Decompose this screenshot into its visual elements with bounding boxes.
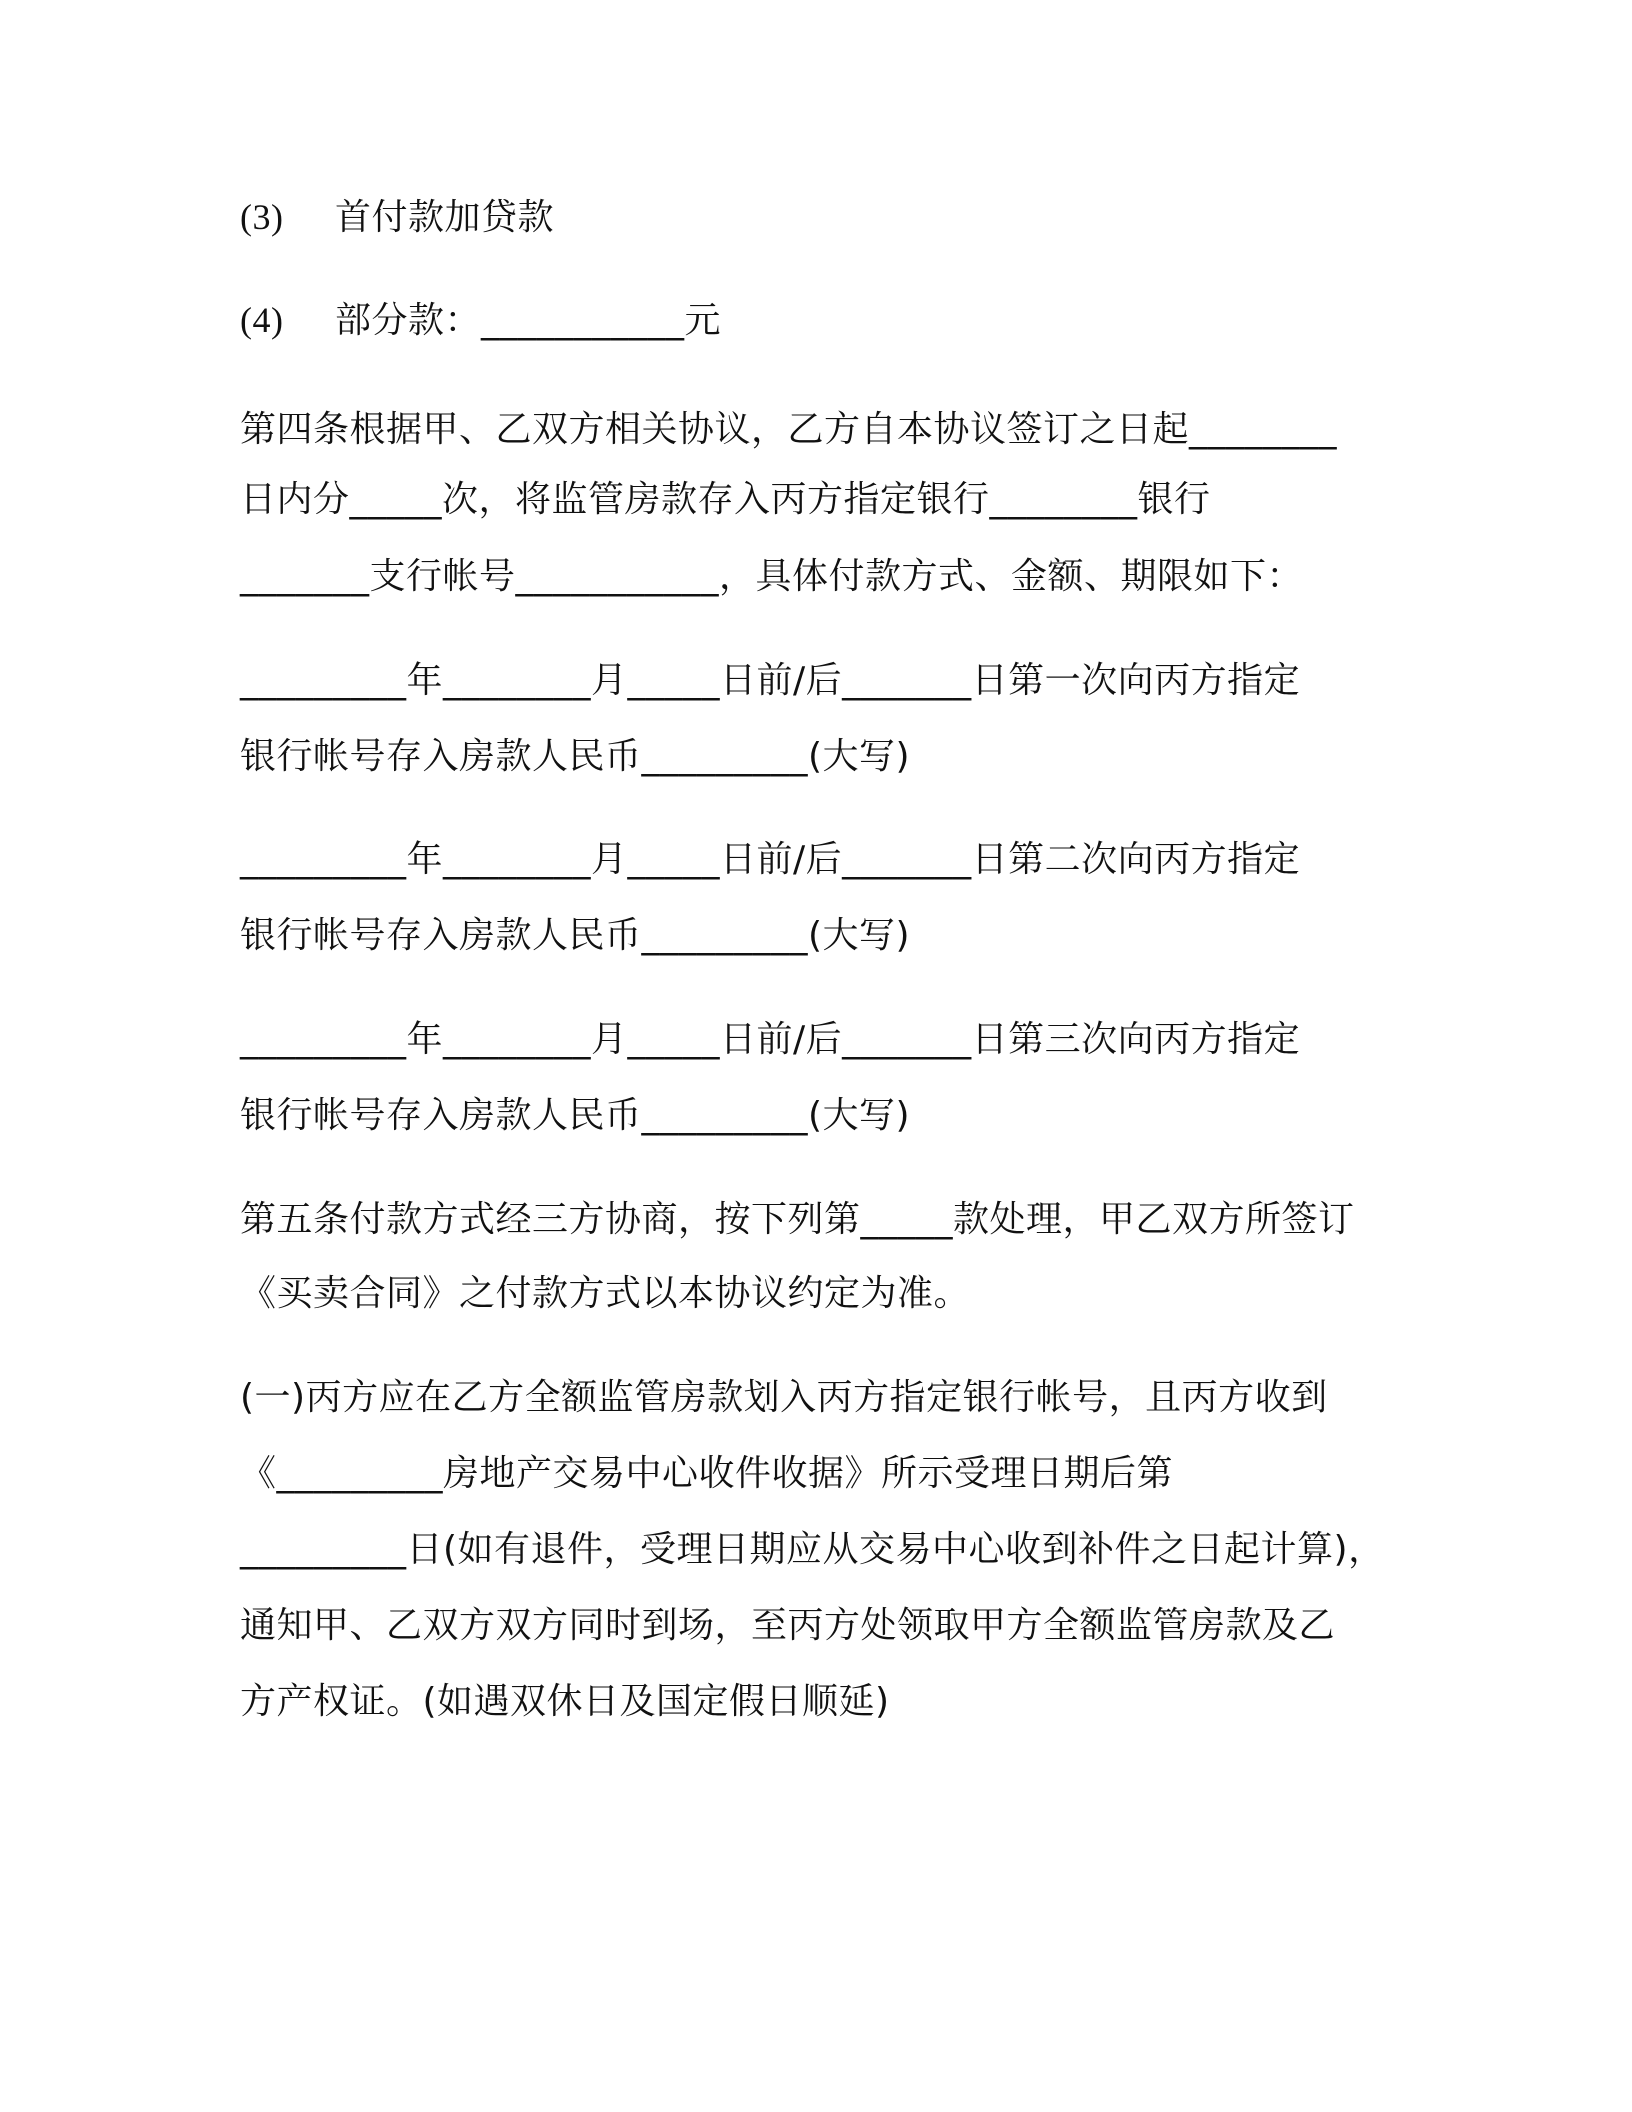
- clause-1-line: 通知甲、乙双方双方同时到场，至丙方处领取甲方全额监管房款及乙: [240, 1605, 1336, 1646]
- list-item: [240, 195, 554, 240]
- article-4-line: _______支行帐号___________，具体付款方式、金额、期限如下：: [240, 556, 1304, 597]
- payment-first-line-2: 银行帐号存入房款人民币_________(大写): [240, 736, 911, 777]
- article-4-line: 日内分_____次，将监管房款存入丙方指定银行________银行: [240, 479, 1211, 520]
- clause-1-line: _________日(如有退件，受理日期应从交易中心收到补件之日起计算)，: [240, 1529, 1385, 1570]
- list-item-number: (3): [240, 197, 284, 237]
- article-5-line: 第五条付款方式经三方协商，按下列第_____款处理，甲乙双方所签订: [240, 1199, 1355, 1240]
- list-item: [240, 298, 721, 343]
- list-item-text: 首付款加贷款: [335, 197, 555, 238]
- list-item-number: (4): [240, 300, 284, 340]
- payment-third-line-2: 银行帐号存入房款人民币_________(大写): [240, 1095, 911, 1136]
- clause-1-line: (一)丙方应在乙方全额监管房款划入丙方指定银行帐号，且丙方收到: [240, 1377, 1328, 1418]
- list-item-text: 部分款：___________元: [335, 300, 722, 341]
- article-4-line: 第四条根据甲、乙双方相关协议，乙方自本协议签订之日起________: [240, 409, 1338, 450]
- payment-third-line-1: _________年________月_____日前/后_______日第三次向丙方指定: [240, 1019, 1301, 1060]
- payment-second-line-1: _________年________月_____日前/后_______日第二次向丙方指定: [240, 839, 1301, 880]
- payment-second-line-2: 银行帐号存入房款人民币_________(大写): [240, 915, 911, 956]
- clause-1-line: 方产权证。(如遇双休日及国定假日顺延): [240, 1681, 890, 1722]
- clause-1-line: 《_________房地产交易中心收件收据》所示受理日期后第: [240, 1453, 1174, 1494]
- payment-first-line-1: _________年________月_____日前/后_______日第一次向丙方指定: [240, 660, 1301, 701]
- article-5-line: 《买卖合同》之付款方式以本协议约定为准。: [240, 1273, 971, 1314]
